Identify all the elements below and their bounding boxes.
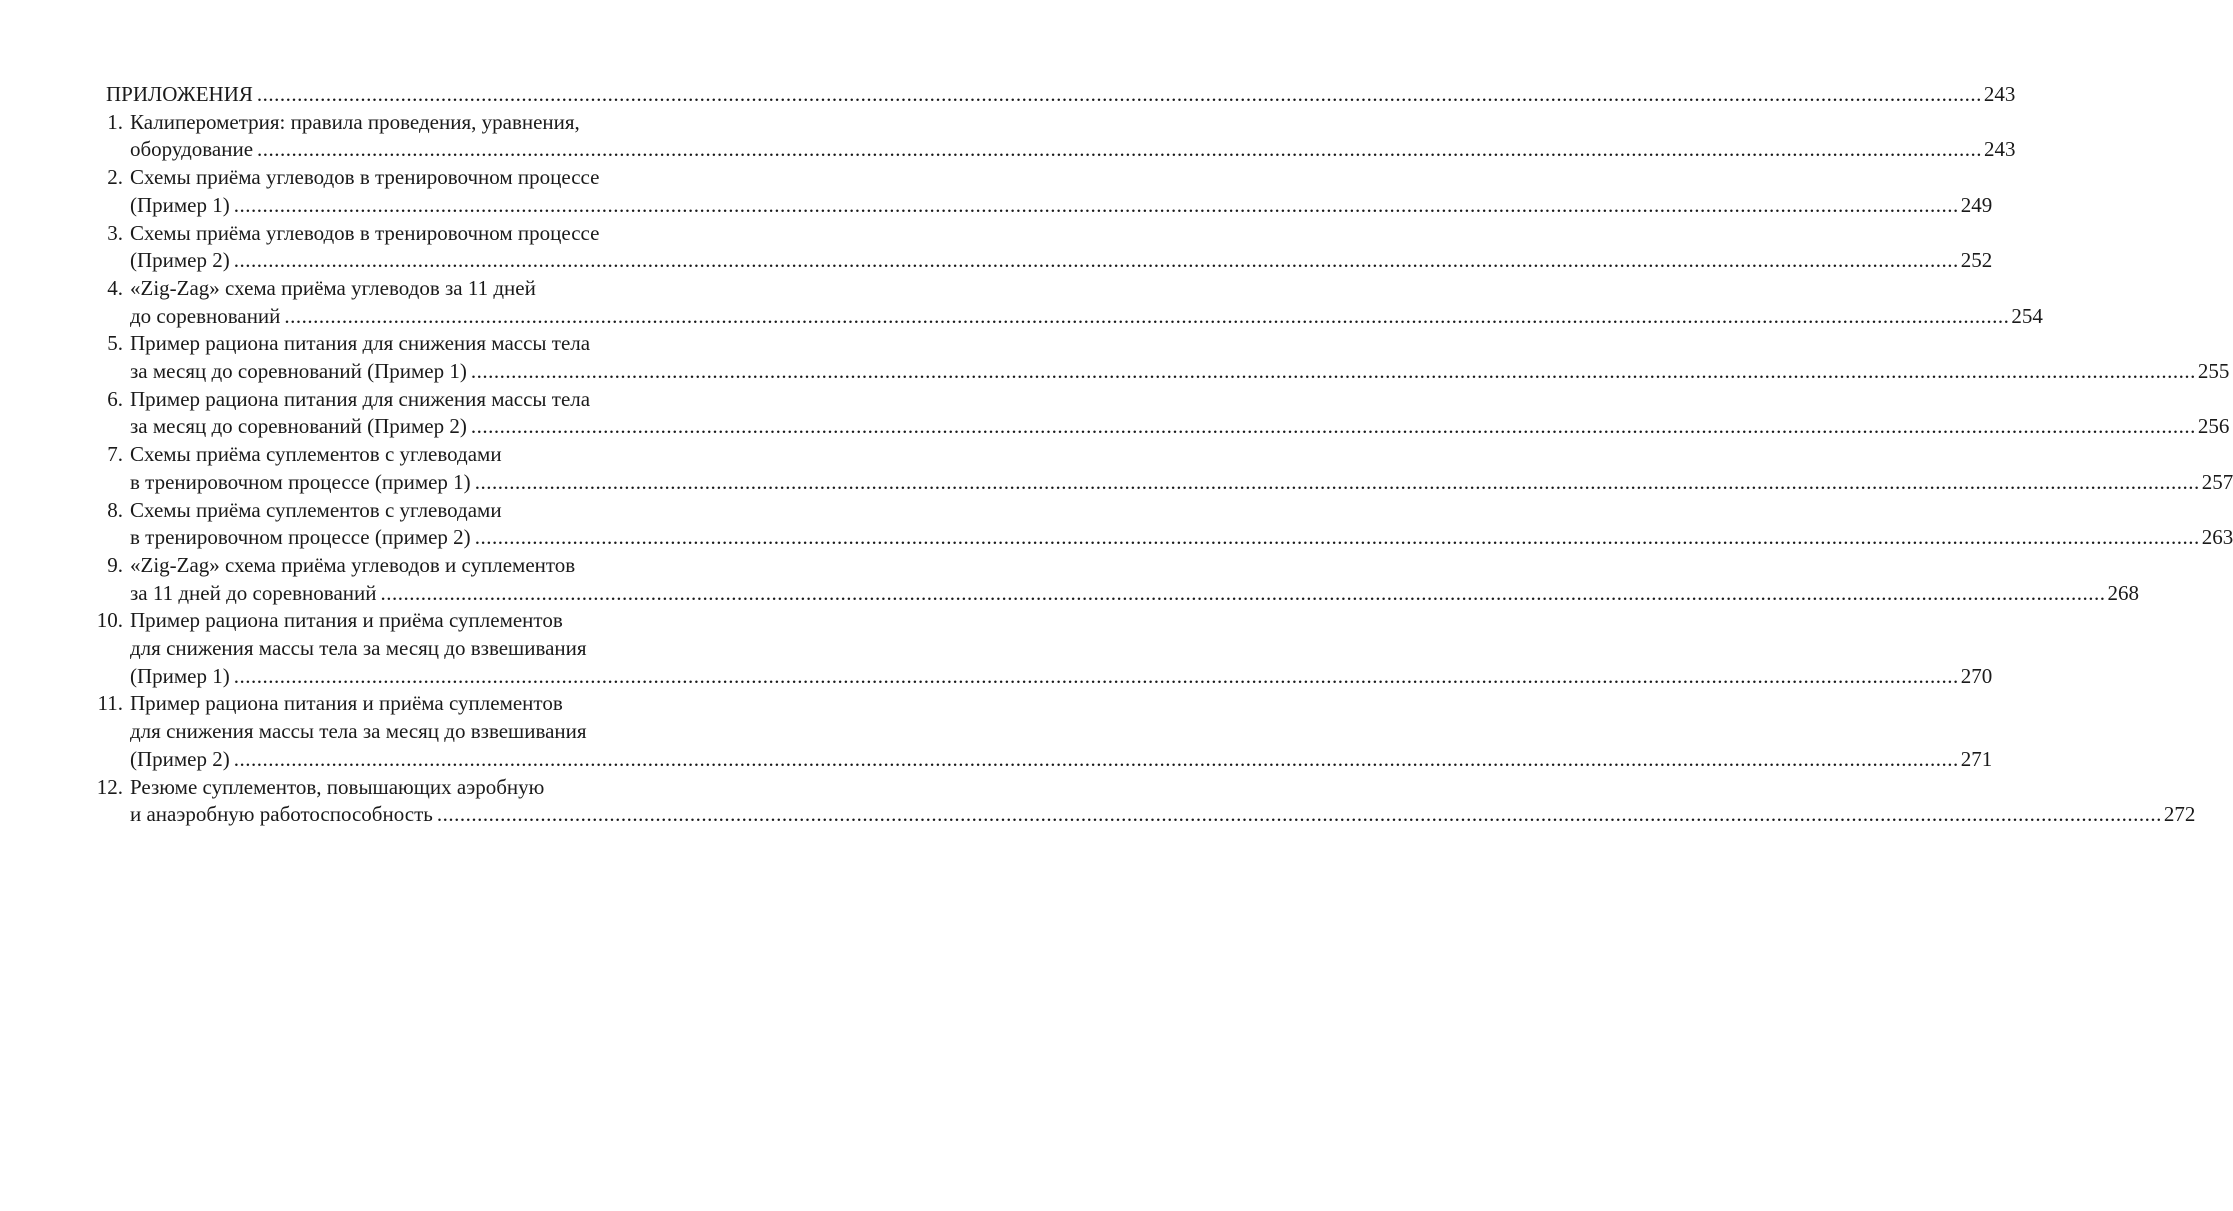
dot-leader: ............................................................................................................................................................................................................................................................................................................ (233, 248, 1959, 273)
toc-heading-title-line: ПРИЛОЖЕНИЯ (106, 82, 253, 106)
toc-entry-10-number: 10. (96, 608, 123, 633)
toc-entry-2-number: 2. (107, 165, 123, 190)
toc-entry-7-title-line: Схемы приёма суплементов с углеводами (130, 442, 502, 467)
dot-leader: ............................................................................................................................................................................................................................................................................................................ (436, 802, 2162, 827)
toc-entry-8-leader-line[interactable] (130, 523, 2233, 551)
toc-entry-8-page-number: 263 (2201, 525, 2233, 550)
toc-entry-2-title-line: Схемы приёма углеводов в тренировочном процессе (130, 165, 600, 190)
toc-entry-9-title-line: за 11 дней до соревнований (130, 580, 377, 605)
toc-entry-8-title-line: Схемы приёма суплементов с углеводами (130, 497, 502, 522)
toc-entry-11-title-line: для снижения массы тела за месяц до взвешивания (130, 719, 587, 744)
toc-entry-4-leader-line[interactable] (130, 302, 2043, 330)
dot-leader: ............................................................................................................................................................................................................................................................................................................ (256, 82, 1982, 106)
dot-leader: ............................................................................................................................................................................................................................................................................................................ (284, 303, 2010, 328)
toc-entry-2-title-line: (Пример 1) (130, 192, 230, 217)
dot-leader: ............................................................................................................................................................................................................................................................................................................ (470, 359, 2196, 383)
toc-entry-11-number: 11. (97, 691, 123, 716)
toc-entry-11-page-number: 271 (1960, 746, 1993, 771)
toc-entry-7-leader-line[interactable] (130, 468, 2233, 496)
toc-entry-4-number: 4. (107, 275, 123, 300)
toc-entry-9-leader-line[interactable] (130, 579, 2139, 607)
toc-entry-5-title-line: за месяц до соревнований (Пример 1) (130, 359, 467, 383)
dot-leader: ............................................................................................................................................................................................................................................................................................................ (233, 746, 1959, 771)
toc-entry-7-title-line: в тренировочном процессе (пример 1) (130, 469, 471, 494)
dot-leader: ............................................................................................................................................................................................................................................................................................................ (474, 469, 2200, 494)
toc-entry-8-title-line: в тренировочном процессе (пример 2) (130, 525, 471, 550)
toc-entry-3-number: 3. (107, 220, 123, 245)
toc-entry-6-number: 6. (107, 386, 123, 411)
toc-entry-1-leader-line[interactable] (130, 135, 2016, 163)
toc-entry-10-title-line: Пример рациона питания и приёма суплементов (130, 608, 563, 633)
toc-entry-1-title-line: Калиперометрия: правила проведения, уравнения, (130, 109, 580, 134)
toc-entry-5-number: 5. (107, 331, 123, 356)
toc-entry-10-page-number: 270 (1960, 663, 1993, 688)
toc-entry-5-leader-line[interactable] (130, 357, 2230, 385)
toc-entry-10-title-line: для снижения массы тела за месяц до взвешивания (130, 636, 587, 660)
dot-leader: ............................................................................................................................................................................................................................................................................................................ (474, 525, 2200, 550)
toc-entry-12-title-line: Резюме суплементов, повышающих аэробную (130, 774, 545, 799)
toc-entry-5-page-number: 255 (2197, 359, 2230, 383)
toc-entry-6-page-number: 256 (2197, 414, 2230, 439)
toc-entry-3-title-line: Схемы приёма углеводов в тренировочном процессе (130, 220, 600, 245)
toc-heading-page-number: 243 (1983, 82, 2016, 106)
toc-entry-6-title-line: за месяц до соревнований (Пример 2) (130, 414, 467, 439)
toc-entry-4-page-number: 254 (2011, 303, 2043, 328)
toc-entry-6-title-line: Пример рациона питания для снижения массы тела (130, 386, 591, 411)
dot-leader: ............................................................................................................................................................................................................................................................................................................ (257, 137, 1983, 162)
toc-entry-12-title-line: и анаэробную работоспособность (130, 802, 433, 827)
toc-entry-2-page-number: 249 (1960, 192, 1993, 217)
toc-entry-11-title-line: Пример рациона питания и приёма суплементов (130, 691, 563, 716)
toc-entry-5-title-line: Пример рациона питания для снижения массы тела (130, 331, 591, 356)
toc-entry-3-title-line: (Пример 2) (130, 248, 230, 273)
toc-entry-7-page-number: 257 (2201, 469, 2233, 494)
toc-entry-4-title-line: до соревнований (130, 303, 281, 328)
toc-entry-12-page-number: 272 (2163, 802, 2196, 827)
toc-heading-leader-line[interactable] (106, 80, 2016, 108)
toc-entry-12-leader-line[interactable] (130, 800, 2196, 828)
toc-entry-2-leader-line[interactable] (130, 191, 1993, 219)
toc-entry-1-title-line: оборудование (130, 137, 254, 162)
toc-entry-1-page-number: 243 (1984, 137, 2016, 162)
toc-entry-6-leader-line[interactable] (130, 412, 2230, 440)
toc-entry-10-leader-line[interactable] (130, 662, 1993, 690)
toc-entry-11-leader-line[interactable] (130, 745, 1993, 773)
toc-entry-9-number: 9. (107, 552, 123, 577)
toc-entry-1-number: 1. (107, 109, 123, 134)
dot-leader: ............................................................................................................................................................................................................................................................................................................ (470, 414, 2196, 439)
toc-entry-3-page-number: 252 (1960, 248, 1993, 273)
toc-entry-11-title-line: (Пример 2) (130, 746, 230, 771)
dot-leader: ............................................................................................................................................................................................................................................................................................................ (233, 663, 1959, 688)
toc-entry-7-number: 7. (107, 442, 123, 467)
toc-entry-9-title-line: «Zig-Zag» схема приёма углеводов и суплементов (130, 552, 576, 577)
dot-leader: ............................................................................................................................................................................................................................................................................................................ (233, 192, 1959, 217)
toc-entry-10-title-line: (Пример 1) (130, 663, 230, 688)
toc-entry-8-number: 8. (107, 497, 123, 522)
toc-entry-3-leader-line[interactable] (130, 246, 1993, 274)
dot-leader: ............................................................................................................................................................................................................................................................................................................ (380, 580, 2106, 605)
toc-entry-12-number: 12. (96, 774, 123, 799)
toc-entry-9-page-number: 268 (2107, 580, 2139, 605)
toc-entry-4-title-line: «Zig-Zag» схема приёма углеводов за 11 дней (130, 275, 536, 300)
